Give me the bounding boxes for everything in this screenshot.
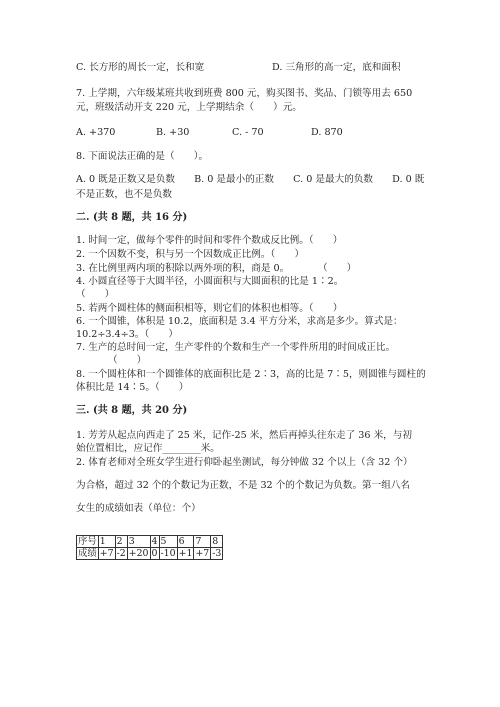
q7-line2: 元，班级活动开支 220 元，上学期结余（ ）元。 [76,102,302,113]
table-row [77,536,223,548]
score-table [76,535,223,560]
s2-item: 6. 一个圆锥，体积是 10.2，底面积是 3.4 平方分米，求高是多少。算式是： [76,316,403,327]
s2-item: 2. 一个因数不变，积与另一个因数成正比例。（ ） [76,249,305,260]
table-cell: 序号 [78,536,97,547]
table-cell: +7 [99,548,114,559]
table-cell: 7 [194,536,211,548]
q7-option-d: D. 870 [311,127,343,138]
s2-item: 5. 若两个圆柱体的侧面积相等，则它们的体积也相等。（ ） [76,303,343,314]
q8-options-line1: A. 0 既是正数又是负数 B. 0 是最小的正数 C. 0 是最大的负数 D. 0 既 [76,174,425,185]
table-cell: +1 [178,548,193,559]
s3-q2-line3: 女生的成绩如表（单位：个） [76,503,201,514]
table-cell: 4 [151,536,158,547]
q6-option-d: D. 三角形的高一定，底和面积 [272,62,401,73]
s3-q2-line1: 2. 体育老师对全班女学生进行仰卧起坐测试，每分钟做 32 个以上（含 32 个） [76,457,413,468]
s3-q1-line1: 1. 芳芳从起点向西走了 25 米，记作-25 米，然后再掉头往东走了 36 米，与初 [76,430,412,441]
table-cell: 2 [115,536,127,548]
table-cell: +20 [128,548,149,559]
table-cell: -3 [212,548,222,559]
table-cell: 3 [127,536,150,548]
table-cell: 6 [177,536,194,548]
q7-option-b: B. +30 [156,127,190,138]
s2-item: 3. 在比例里两内项的积除以两外项的积，商是 0。 （ ） [76,263,357,274]
table-cell: 5 [159,536,177,548]
s2-item: （ ） [108,355,147,366]
section3-title: 三. (共 8 题，共 20 分) [76,405,188,416]
q7-line1: 7. 上学期，六年级某班共收到班费 800 元，购买图书、奖品、门锁等用去 650 [76,88,413,99]
table-cell: 0 [151,548,158,559]
table-cell: 1 [98,536,115,548]
s2-item: 体积比是 14∶5。（ ） [76,382,189,393]
table-cell: 8 [211,536,223,548]
q6-option-c: C. 长方形的周长一定，长和宽 [76,62,205,73]
s2-item: 8. 一个圆柱体和一个圆锥体的底面积比是 2∶3，高的比是 7∶5，则圆锥与圆柱的 [76,369,426,380]
table-cell: +7 [195,548,210,559]
s2-item: （ ） [76,289,115,300]
s2-item: 4. 小圆直径等于大圆半径，小圆面积与大圆面积的比是 1∶2。 [76,276,344,287]
table-cell: -2 [116,548,126,559]
q8-stem: 8. 下面说法正确的是（ ）。 [76,151,209,162]
s2-item: 10.2÷3.4÷3。（ ） [76,329,178,340]
q7-option-c: C. - 70 [232,127,264,138]
s2-item: 1. 时间一定，做每个零件的时间和零件个数成反比例。（ ） [76,235,343,246]
s3-q1-line2: 始位置相比，应记作________米。 [76,443,220,454]
s2-item: 7. 生产的总时间一定，生产零件的个数和生产一个零件所用的时间成正比。 [76,342,396,353]
section2-title: 二. (共 8 题，共 16 分) [76,212,188,223]
q8-options-line2: 不是正数，也不是负数 [76,189,172,200]
table-cell: 成绩 [78,548,97,559]
s3-q2-line2: 为合格，超过 32 个的个数记为正数，不是 32 个的个数记为负数。第一组八名 [76,480,411,491]
table-row [77,548,223,560]
q7-option-a: A. +370 [76,127,116,138]
table-cell: -10 [160,548,176,559]
